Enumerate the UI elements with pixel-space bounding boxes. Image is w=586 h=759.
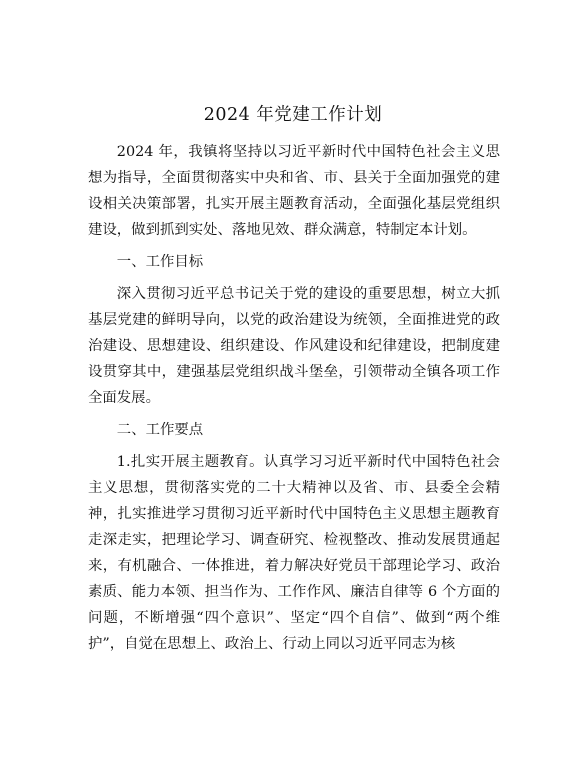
intro-paragraph: 2024 年，我镇将坚持以习近平新时代中国特色社会主义思想为指导，全面贯彻落实中央和省、市、县关于全面加强党的建设相关决策部署，扎实开展主题教育活动，全面强化基层党组织建设，做到抓到实处、落地见效、群众满意，特制定本计划。 <box>88 144 500 238</box>
goals-paragraph: 深入贯彻习近平总书记关于党的建设的重要思想，树立大抓基层党建的鲜明导向，以党的政治建设为统领，全面推进党的政治建设、思想建设、组织建设、作风建设和纪律建设，把制度建设贯穿其中，建强基层党组织战斗堡垒，引领带动全镇各项工作全面发展。 <box>88 286 500 406</box>
document-title: 2024 年党建工作计划 <box>203 105 383 125</box>
key-points-paragraph: 1.扎实开展主题教育。认真学习习近平新时代中国特色社会主义思想，贯彻落实党的二十大精神以及省、市、县委全会精神，扎实推进学习贯彻习近平新时代中国特色主义思想主题教育走深走实，把理论学习、调查研究、检视整改、推动发展贯通起来，有机融合、一体推进，着力解决好党员干部理论学习、政治素质、能力本领、担当作为、工作作风、廉洁自律等 6 个方面的问题，不断增强“四个意识”、坚定“四个自信”、做到“两个维护”，自觉在思想上、政治上、行动上同以习近平同志为核 <box>88 454 500 652</box>
section-heading-goals: 一、工作目标 <box>116 254 204 270</box>
section-heading-key-points: 二、工作要点 <box>116 422 204 438</box>
document-body <box>88 139 500 657</box>
